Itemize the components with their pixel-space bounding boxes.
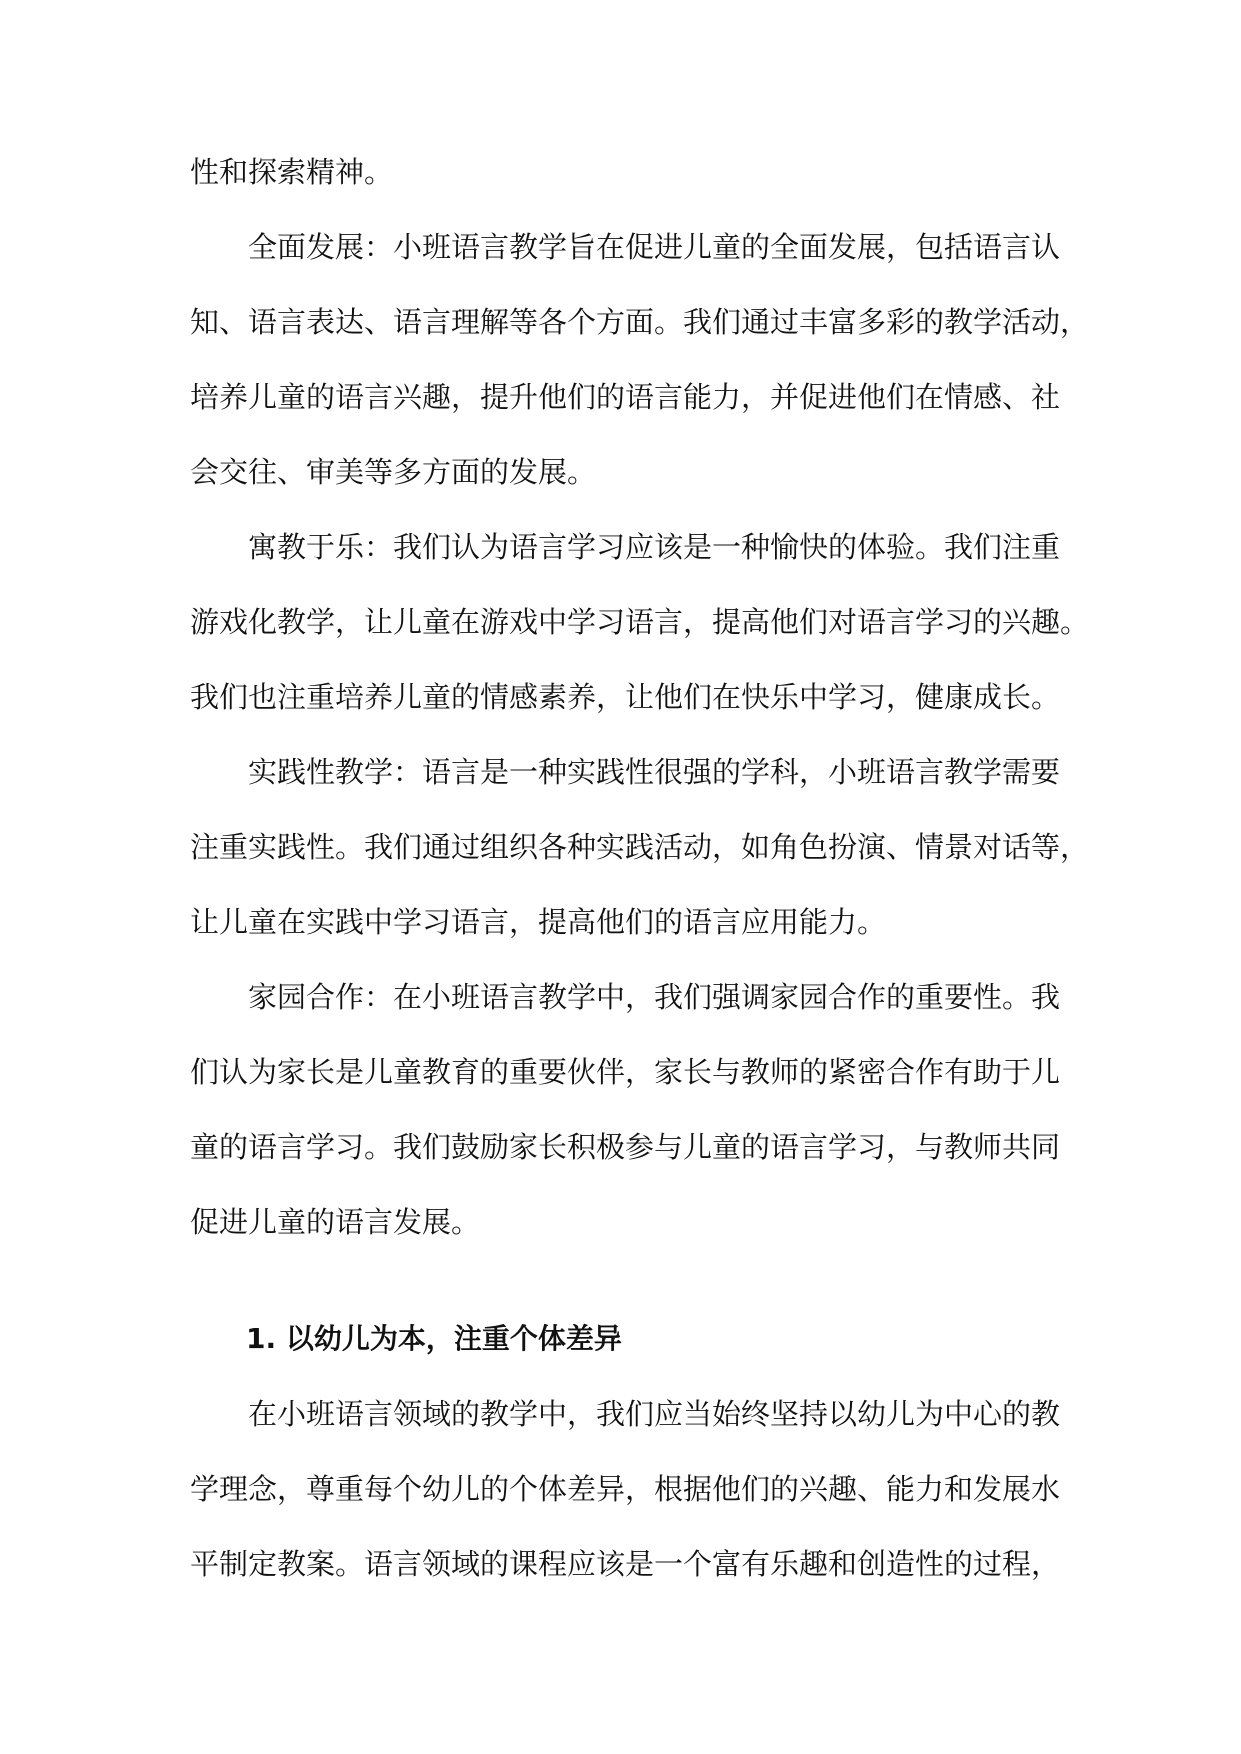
section-heading: 1. 以幼儿为本，注重个体差异: [246, 1322, 622, 1355]
paragraph-first-line: 实践性教学：语言是一种实践性很强的学科，小班语言教学需要: [248, 755, 1061, 789]
text-line: 会交往、审美等多方面的发展。: [190, 455, 597, 489]
text-line: 注重实践性。我们通过组织各种实践活动，如角色扮演、情景对话等，: [190, 830, 1090, 864]
paragraph-first-line: 寓教于乐：我们认为语言学习应该是一种愉快的体验。我们注重: [248, 530, 1061, 564]
text-line: 性和探索精神。: [190, 155, 394, 189]
text-line: 游戏化教学，让儿童在游戏中学习语言，提高他们对语言学习的兴趣。: [190, 605, 1090, 639]
text-line: 童的语言学习。我们鼓励家长积极参与儿童的语言学习，与教师共同: [190, 1130, 1061, 1164]
text-line: 知、语言表达、语言理解等各个方面。我们通过丰富多彩的教学活动，: [190, 305, 1090, 339]
text-line: 让儿童在实践中学习语言，提高他们的语言应用能力。: [190, 905, 887, 939]
paragraph-first-line: 全面发展：小班语言教学旨在促进儿童的全面发展，包括语言认: [248, 230, 1061, 264]
text-line: 们认为家长是儿童教育的重要伙伴，家长与教师的紧密合作有助于儿: [190, 1055, 1061, 1089]
paragraph-first-line: 家园合作：在小班语言教学中，我们强调家园合作的重要性。我: [248, 980, 1061, 1014]
text-line: 培养儿童的语言兴趣，提升他们的语言能力，并促进他们在情感、社: [190, 380, 1061, 414]
text-line: 平制定教案。语言领域的课程应该是一个富有乐趣和创造性的过程，: [190, 1547, 1061, 1581]
paragraph-first-line: 在小班语言领域的教学中，我们应当始终坚持以幼儿为中心的教: [248, 1397, 1061, 1431]
text-line: 促进儿童的语言发展。: [190, 1205, 481, 1239]
text-line: 我们也注重培养儿童的情感素养，让他们在快乐中学习，健康成长。: [190, 680, 1061, 714]
text-line: 学理念，尊重每个幼儿的个体差异，根据他们的兴趣、能力和发展水: [190, 1472, 1061, 1506]
